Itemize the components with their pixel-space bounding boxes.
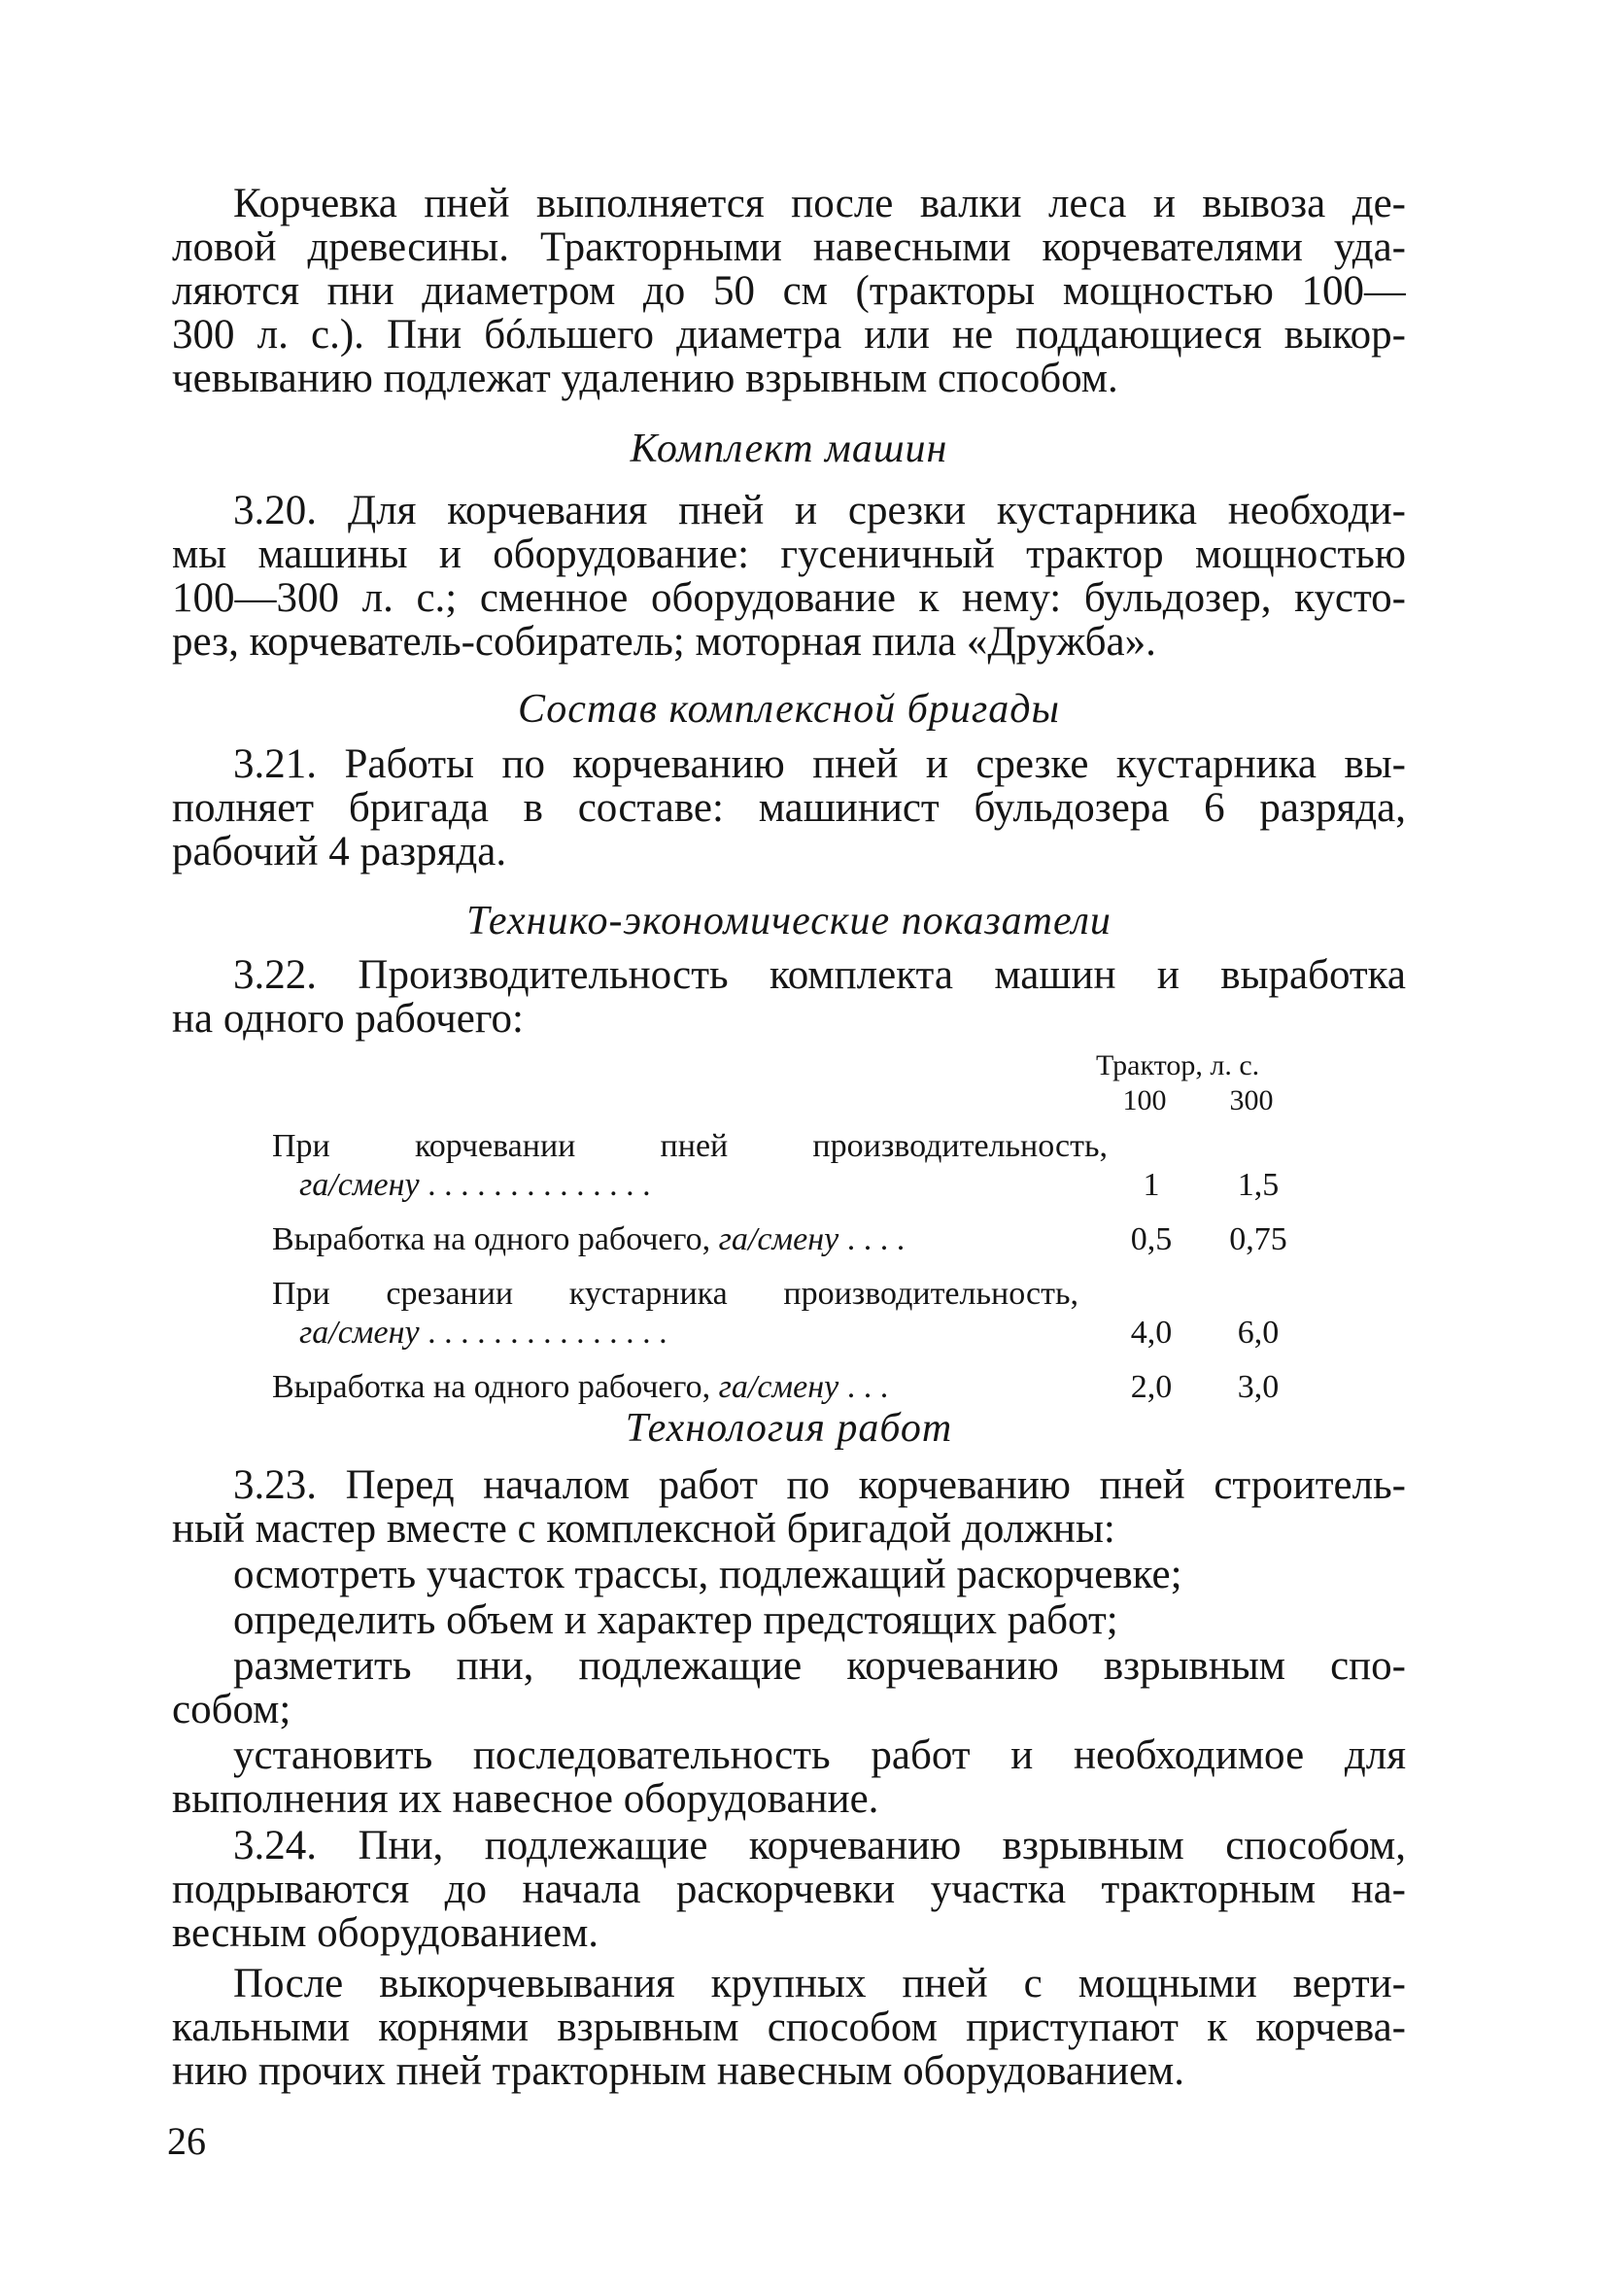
text-line: подрываются до начала раскорчевки участка тракторным на- <box>172 1867 1406 1912</box>
leader-dots: . . . . . . . . . . . . . . <box>419 1167 651 1203</box>
value-300: 6,0 <box>1237 1315 1280 1351</box>
table-row <box>272 1314 1302 1353</box>
row-label: При корчевании пней производительность, <box>272 1128 1108 1164</box>
table-row <box>272 1368 1302 1407</box>
leader-dots: . . . . <box>838 1221 906 1257</box>
section-heading: Состав комплексной бригады <box>518 687 1060 732</box>
text-line: собом; <box>172 1687 291 1732</box>
text-line: рез, корчеватель-собиратель; моторная пила «Дружба». <box>172 619 1156 665</box>
value-100: 4,0 <box>1130 1315 1173 1351</box>
text-line: ловой древесины. Тракторными навесными корчевателями уда- <box>172 224 1406 270</box>
section-heading: Комплект машин <box>630 427 948 471</box>
text-line: кальными корнями взрывным способом приступают к корчева- <box>172 2005 1406 2050</box>
text-line: ный мастер вместе с комплексной бригадой должны: <box>172 1506 1115 1552</box>
page-number: 26 <box>167 2119 206 2163</box>
text-line: ляются пни диаметром до 50 см (тракторы мощностью 100— <box>172 268 1406 314</box>
text-line: разметить пни, подлежащие корчеванию взрывным спо- <box>233 1643 1406 1689</box>
section-heading: Технико-экономические показатели <box>466 899 1112 943</box>
row-unit: га/смену <box>299 1167 420 1203</box>
value-100: 1 <box>1143 1167 1160 1203</box>
text-line: 3.22. Производительность комплекта машин и выработка <box>233 952 1406 998</box>
leader-dots: . . . <box>838 1369 889 1405</box>
text-line: на одного рабочего: <box>172 996 524 1042</box>
text-line: 300 л. с.). Пни бóльшего диаметра или не поддающиеся выкор- <box>172 312 1406 358</box>
table-row <box>272 1220 1302 1259</box>
column-header-300: 300 <box>1229 1084 1274 1116</box>
text-line: нию прочих пней тракторным навесным оборудованием. <box>172 2048 1184 2094</box>
table-header: Трактор, л. с. <box>1096 1049 1260 1081</box>
leader-dots: . . . . . . . . . . . . . . . <box>419 1315 667 1351</box>
text-line: 3.24. Пни, подлежащие корчеванию взрывным способом, <box>233 1823 1406 1868</box>
text-line: 100—300 л. с.; сменное оборудование к нему: бульдозер, кусто- <box>172 575 1406 621</box>
row-label: Выработка на одного рабочего, <box>272 1369 711 1405</box>
row-label: Выработка на одного рабочего, <box>272 1221 711 1257</box>
section-heading: Технология работ <box>625 1406 953 1451</box>
text-line: 3.20. Для корчевания пней и срезки кустарника необходи- <box>233 488 1406 533</box>
text-line: определить объем и характер предстоящих работ; <box>233 1597 1118 1643</box>
row-unit: га/смену <box>299 1315 420 1351</box>
value-300: 0,75 <box>1229 1221 1287 1257</box>
text-line: После выкорчевывания крупных пней с мощными верти- <box>233 1961 1406 2006</box>
value-100: 0,5 <box>1130 1221 1173 1257</box>
text-line: установить последовательность работ и необходимое для <box>233 1732 1406 1778</box>
text-line: осмотреть участок трассы, подлежащий раскорчевке; <box>233 1552 1182 1597</box>
table-row <box>272 1166 1302 1205</box>
column-header-100: 100 <box>1122 1084 1167 1116</box>
text-line: Корчевка пней выполняется после валки леса и вывоза де- <box>233 181 1406 226</box>
value-100: 2,0 <box>1130 1369 1173 1405</box>
row-unit: га/смену <box>718 1369 839 1405</box>
row-label: При срезании кустарника производительность, <box>272 1276 1078 1312</box>
text-line: весным оборудованием. <box>172 1910 599 1956</box>
text-line: чевыванию подлежат удалению взрывным способом. <box>172 356 1118 401</box>
value-300: 1,5 <box>1237 1167 1280 1203</box>
table-row <box>272 1275 1302 1314</box>
text-line: 3.21. Работы по корчеванию пней и срезке кустарника вы- <box>233 741 1406 787</box>
row-unit: га/смену <box>718 1221 839 1257</box>
text-line: выполнения их навесное оборудование. <box>172 1776 879 1822</box>
text-line: рабочий 4 разряда. <box>172 829 507 874</box>
text-line: 3.23. Перед началом работ по корчеванию пней строитель- <box>233 1462 1406 1508</box>
text-line: мы машины и оборудование: гусеничный трактор мощностью <box>172 531 1406 577</box>
table-row <box>272 1127 1302 1166</box>
text-line: полняет бригада в составе: машинист бульдозера 6 разряда, <box>172 785 1406 831</box>
value-300: 3,0 <box>1237 1369 1280 1405</box>
